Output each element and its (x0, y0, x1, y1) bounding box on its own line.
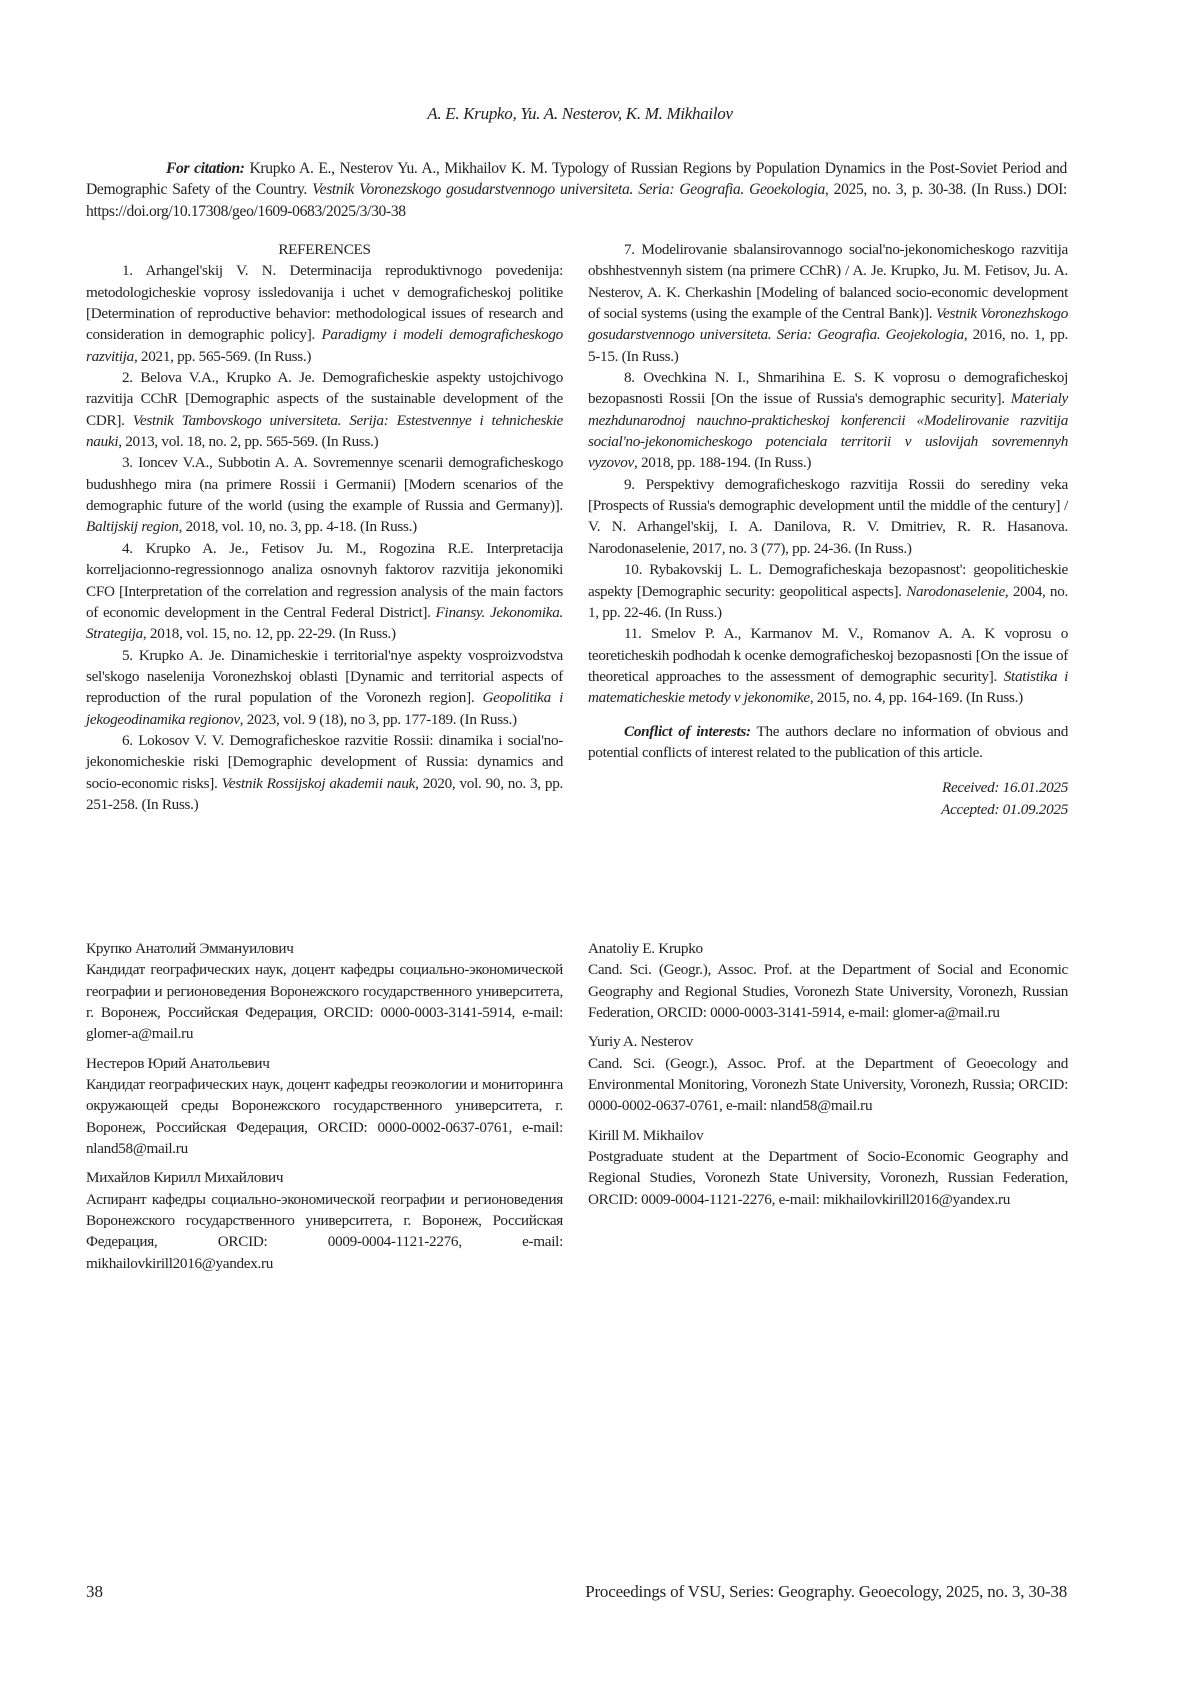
reference-text: 8. Ovechkina N. I., Shmarihina E. S. K voprosu o demograficheskoj bezopasnosti Rossii [On the issue of Russia's demographic security]. (588, 369, 1068, 407)
references-list-left (86, 260, 563, 815)
reference-text: 2. Belova V.A., Krupko A. Je. Demograficheskie aspekty ustojchivogo razvitija CChR [Demographic aspects of the sustainable development of the CDR]. (86, 369, 563, 429)
reference-item (588, 367, 1068, 474)
reference-item (86, 730, 563, 815)
reference-item (86, 538, 563, 645)
reference-item (86, 260, 563, 367)
reference-text: , 2018, pp. 188-194. (In Russ.) (634, 454, 811, 471)
citation-paragraph (86, 158, 1067, 222)
reference-text: 10. Rybakovskij L. L. Demograficheskaja bezopasnost': geopoliticheskie aspekty [Demographic security: geopolitical aspects]. (588, 561, 1068, 599)
reference-text: , 2021, pp. 565-569. (In Russ.) (134, 348, 311, 365)
journal-running-title: Proceedings of VSU, Series: Geography. Geoecology, 2025, no. 3, 30-38 (585, 1582, 1067, 1602)
author-bio (86, 1167, 563, 1274)
conflict-text: The authors declare no information of obvious and potential conflicts of interest related to the publication of this article. (588, 723, 1068, 761)
received-date: Received: 16.01.2025 (588, 777, 1068, 798)
author-affiliation: Cand. Sci. (Geogr.), Assoc. Prof. at the Department of Geoecology and Environmental Monitoring, Voronezh State University, Voronezh, Russia; ORCID: 0000-0002-0637-0761, e-mail: nland58@mail.ru (588, 1053, 1068, 1117)
reference-text: 7. Modelirovanie sbalansirovannogo social'no-jekonomicheskogo razvitija obshhestvennyh sistem (na primere CChR) / A. Je. Krupko, Ju. M. Fetisov, Ju. A. Nesterov, A. K. Cherkashin [Modeling of balanced socio-economic development of social systems (using the example of the Central Bank)]. (588, 241, 1068, 322)
citation-doi: , 2025, no. 3, p. 30-38. (In Russ.) DOI: https://doi.org/10.17308/geo/1609-0683/2025/3/30-38 (86, 181, 1067, 219)
reference-text: , 2015, no. 4, pp. 164-169. (In Russ.) (810, 689, 1023, 706)
author-name: Михайлов Кирилл Михайлович (86, 1167, 563, 1188)
reference-text: , 2020, vol. 90, no. 3, pp. 251-258. (In Russ.) (86, 775, 563, 813)
reference-text: 11. Smelov P. A., Karmanov M. V., Romanov A. A. K voprosu o teoreticheskih podhodah k ocenke demograficheskoj bezopasnosti [On the issue of theoretical approaches to the assessment of demographic security]. (588, 625, 1068, 685)
reference-item (86, 367, 563, 452)
reference-text: 4. Krupko A. Je., Fetisov Ju. M., Rogozina R.E. Interpretacija korreljacionno-regressionnogo analiza osnovnyh faktorov razvitija jekonomiki CFO [Interpretation of the correlation and regression analysis of the main factors of economic development in the Central Federal District]. (86, 540, 563, 621)
author-bio (86, 938, 563, 1045)
author-affiliation: Cand. Sci. (Geogr.), Assoc. Prof. at the Department of Social and Economic Geography and Regional Studies, Voronezh State University, Voronezh, Russian Federation, ORCID: 0000-0003-3141-5914, e-mail: glomer-a@mail.ru (588, 959, 1068, 1023)
author-affiliation: Postgraduate student at the Department of Socio-Economic Geography and Regional Studies, Voronezh State University, Voronezh, Russian Federation, ORCID: 0009-0004-1121-2276, e-mail: mikhailovkirill2016@yandex.ru (588, 1146, 1068, 1210)
conflict-label: Conflict of interests: (624, 723, 751, 740)
reference-source: Vestnik Voronezhskogo gosudarstvennogo universiteta. Seria: Geografia. Geojekologia (588, 305, 1068, 343)
reference-source: Materialy mezhdunarodnoj nauchno-prakticheskoj konferencii «Modelirovanie razvitija social'no-jekonomicheskogo potenciala territorii v uslovijah sovremennyh vyzovov (588, 390, 1068, 471)
reference-text: 3. Ioncev V.A., Subbotin A. A. Sovremennye scenarii demograficheskogo budushhego mira (na primere Rossii i Germanii) [Modern scenarios of the demographic future of the world (using the example of Russia and Germany)]. (86, 454, 563, 514)
reference-item (86, 452, 563, 537)
author-bio (588, 1031, 1068, 1116)
author-name: Yuriy A. Nesterov (588, 1031, 1068, 1052)
reference-text: , 2018, vol. 10, no. 3, pp. 4-18. (In Russ.) (179, 518, 417, 535)
reference-text: 1. Arhangel'skij V. N. Determinacija reproduktivnogo povedenija: metodologicheskie voprosy issledovanija i uchet v demograficheskoj politike [Determination of reproductive behavior: methodological issues of research and consideration in demographic policy]. (86, 262, 563, 343)
author-bio (588, 1125, 1068, 1210)
reference-item (588, 239, 1068, 367)
reference-text: 6. Lokosov V. V. Demograficheskoe razvitie Rossii: dinamika i social'no-jekonomicheskie riski [Demographic development of Russia: dynamics and socio-economic risks]. (86, 732, 563, 792)
author-bio (86, 1053, 563, 1160)
reference-item (588, 623, 1068, 708)
reference-item (588, 474, 1068, 559)
reference-item (588, 559, 1068, 623)
article-dates (588, 777, 1068, 820)
page-number: 38 (86, 1582, 103, 1602)
author-bio (588, 938, 1068, 1023)
reference-source: Baltijskij region (86, 518, 179, 535)
author-affiliation: Кандидат географических наук, доцент кафедры геоэкологии и мониторинга окружающей среды Воронежского государственного университета, г. Воронеж, Российская Федерация, ORCID: 0000-0002-0637-0761, e-mail: nland58@mail.ru (86, 1074, 563, 1159)
reference-text: 9. Perspektivy demograficheskogo razvitija Rossii do serediny veka [Prospects of Russia's demographic development until the middle of the century] / V. N. Arhangel'skij, I. A. Danilova, R. V. Dmitriev, R. R. Hasanova. Narodonaselenie, 2017, no. 3 (77), pp. 24-36. (In Russ.) (588, 476, 1068, 557)
citation-journal: Vestnik Voronezskogo gosudarstvennogo universiteta. Seria: Geografia. Geoekologia (312, 181, 825, 198)
author-name: Крупко Анатолий Эммануилович (86, 938, 563, 959)
references-right-column (588, 239, 1068, 820)
reference-source: Vestnik Rossijskoj akademii nauk (222, 775, 415, 792)
reference-text: 5. Krupko A. Je. Dinamicheskie i territorial'nye aspekty vosproizvodstva sel'skogo naselenija Voronezhskoj oblasti [Dynamic and territorial aspects of reproduction of the rural population of the Voronezh region]. (86, 647, 563, 707)
author-affiliation: Кандидат географических наук, доцент кафедры социально-экономической географии и регионоведения Воронежского государственного университета, г. Воронеж, Российская Федерация, ORCID: 0000-0003-3141-5914, e-mail: glomer-a@mail.ru (86, 959, 563, 1044)
reference-source: Narodonaselenie (906, 583, 1005, 600)
reference-source: Statistika i matematicheskie metody v jekonomike (588, 668, 1068, 706)
reference-source: Vestnik Tambovskogo universiteta. Serija: Estestvennye i tehnicheskie nauki (86, 412, 563, 450)
conflict-of-interests (588, 721, 1068, 764)
reference-text: , 2004, no. 1, pp. 22-46. (In Russ.) (588, 583, 1068, 621)
accepted-date: Accepted: 01.09.2025 (588, 799, 1068, 820)
reference-text: , 2023, vol. 9 (18), no 3, pp. 177-189. (In Russ.) (240, 711, 517, 728)
citation-text: Krupko A. E., Nesterov Yu. A., Mikhailov K. M. Typology of Russian Regions by Population Dynamics in the Post-Soviet Period and Demographic Safety of the Country. (86, 160, 1067, 198)
author-name: Нестеров Юрий Анатольевич (86, 1053, 563, 1074)
reference-item (86, 645, 563, 730)
author-bios-english (588, 938, 1068, 1218)
author-name: Anatoliy E. Krupko (588, 938, 1068, 959)
reference-source: Geopolitika i jekogeodinamika regionov (86, 689, 563, 727)
reference-text: , 2016, no. 1, pp. 5-15. (In Russ.) (588, 326, 1068, 364)
citation-label: For citation: (166, 160, 245, 177)
author-affiliation: Аспирант кафедры социально-экономической географии и регионоведения Воронежского государственного университета, г. Воронеж, Российская Федерация, ORCID: 0009-0004-1121-2276, e-mail: mikhailovkirill2016@yandex.ru (86, 1189, 563, 1274)
author-bios-russian (86, 938, 563, 1282)
reference-text: , 2013, vol. 18, no. 2, pp. 565-569. (In Russ.) (118, 433, 378, 450)
references-left-column (86, 239, 563, 815)
article-authors: A. E. Krupko, Yu. A. Nesterov, K. M. Mikhailov (0, 104, 1160, 124)
reference-source: Paradigmy i modeli demograficheskogo razvitija (86, 326, 563, 364)
author-name: Kirill M. Mikhailov (588, 1125, 1068, 1146)
reference-text: , 2018, vol. 15, no. 12, pp. 22-29. (In Russ.) (143, 625, 396, 642)
references-list-right (588, 239, 1068, 709)
references-heading: REFERENCES (86, 239, 563, 260)
reference-source: Finansy. Jekonomika. Strategija (86, 604, 563, 642)
